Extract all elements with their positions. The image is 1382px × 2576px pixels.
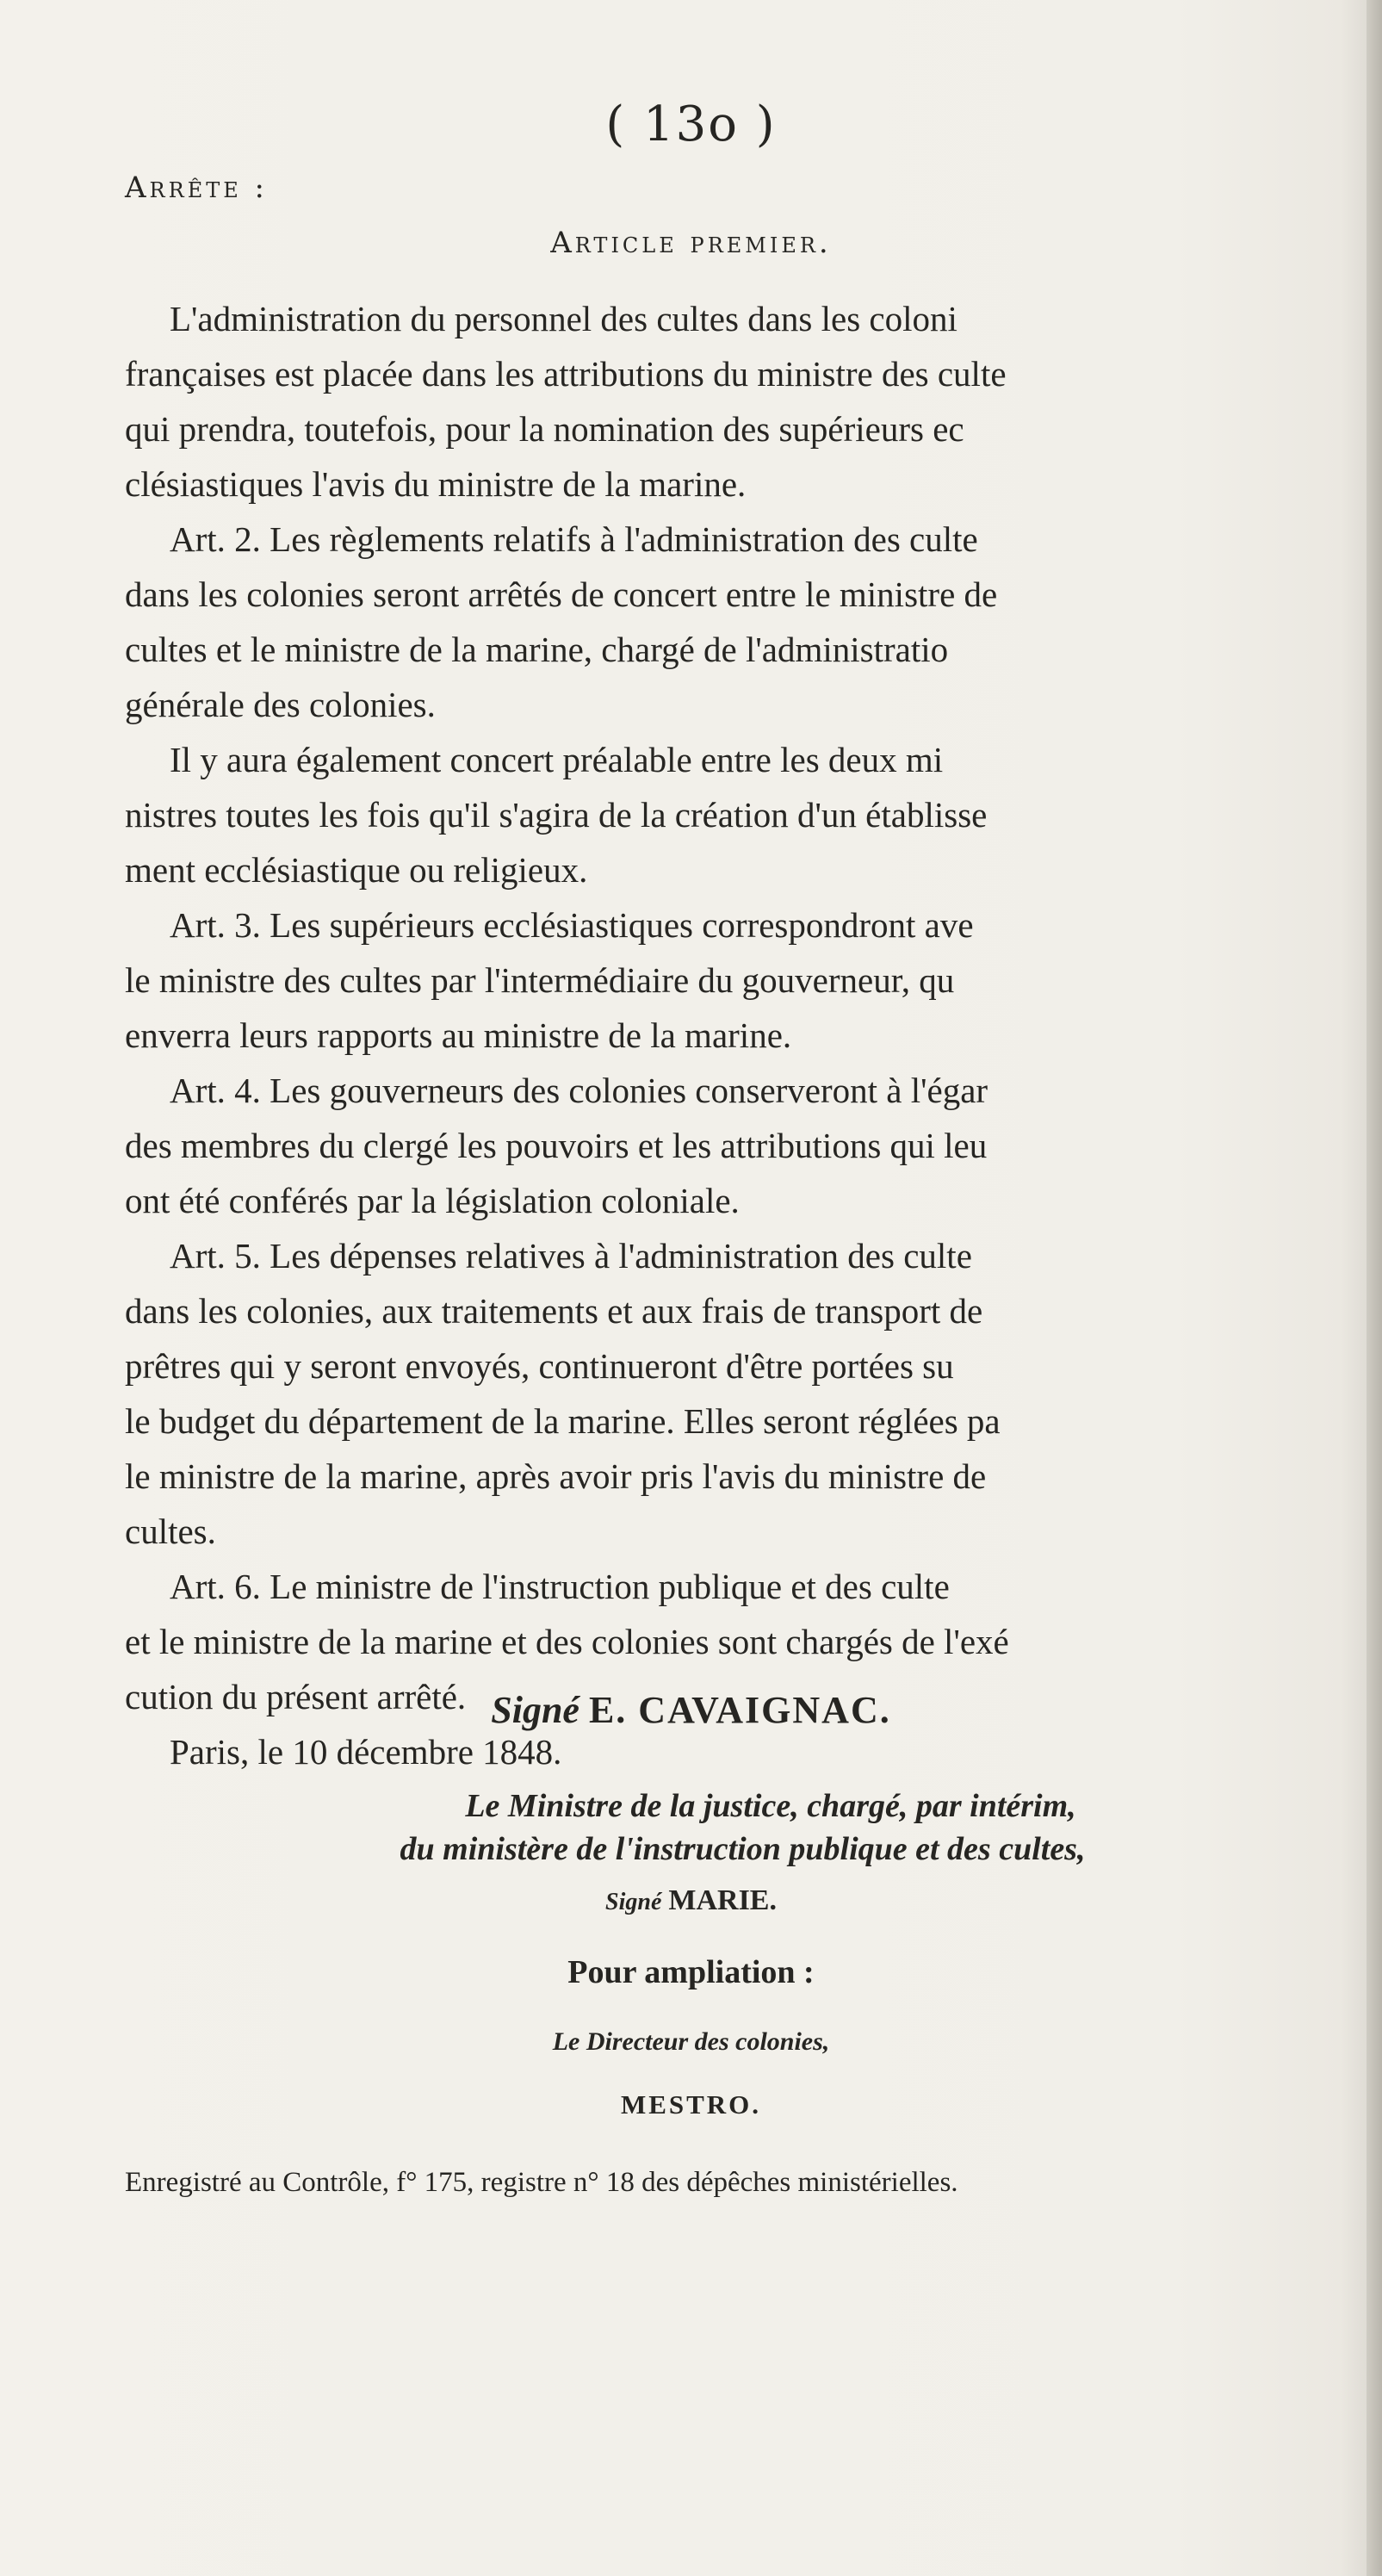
body-line: qui prendra, toutefois, pour la nomination des supérieurs ec [125,409,964,449]
head-of-state-signature [0,1688,1382,1732]
body-line: et le ministre de la marine et des colonies sont chargés de l'exé [125,1622,1009,1661]
minister-title-line: du ministère de l'instruction publique et des cultes, [400,1831,1086,1867]
body-line: Art. 4. Les gouverneurs des colonies conserveront à l'égar [170,1071,988,1110]
body-line: nistres toutes les fois qu'il s'agira de la création d'un établisse [125,795,988,835]
registration-note: Enregistré au Contrôle, f° 175, registre n° 18 des dépêches ministérielles. [125,2167,958,2198]
article-heading: Article premier. [550,226,832,260]
body-line: Art. 5. Les dépenses relatives à l'administration des culte [170,1236,972,1276]
body-line: françaises est placée dans les attributions du ministre des culte [125,354,1007,394]
body-line: dans les colonies, aux traitements et aux frais de transport de [125,1291,983,1331]
body-line: ment ecclésiastique ou religieux. [125,850,588,890]
body-line: Il y aura également concert préalable entre les deux mi [170,740,944,779]
body-line: des membres du clergé les pouvoirs et les attributions qui leu [125,1126,988,1165]
body-line: le ministre des cultes par l'intermédiaire du gouverneur, qu [125,960,955,1000]
signed-label: Signé [605,1889,662,1915]
ampliation-label: Pour ampliation : [567,1954,815,1990]
director-title: Le Directeur des colonies, [552,2027,830,2056]
decree-heading: Arrête : [125,171,269,205]
body-line: prêtres qui y seront envoyés, continueront d'être portées su [125,1346,954,1386]
decree-body [125,291,1382,1779]
date-line: Paris, le 10 décembre 1848. [170,1732,562,1772]
body-line: le ministre de la marine, après avoir pris l'avis du ministre de [125,1456,987,1496]
body-line: Art. 2. Les règlements relatifs à l'administration des culte [170,519,978,559]
page-number: ( 13o ) [605,96,777,152]
body-line: clésiastiques l'avis du ministre de la marine. [125,464,747,504]
body-line: enverra leurs rapports au ministre de la marine. [125,1015,792,1055]
body-line: dans les colonies seront arrêtés de concert entre le ministre de [125,574,998,614]
body-line: cultes. [125,1511,216,1551]
body-line: le budget du département de la marine. Elles seront réglées pa [125,1401,1001,1441]
minister-title-line: Le Ministre de la justice, chargé, par intérim, [465,1788,1076,1824]
body-line: L'administration du personnel des cultes dans les coloni [170,299,957,338]
body-line: cultes et le ministre de la marine, chargé de l'administratio [125,630,949,669]
minister-name: MARIE. [668,1884,777,1916]
signed-label: Signé [491,1689,579,1731]
minister-signature [0,1884,1382,1917]
director-name: MESTRO. [620,2089,762,2120]
body-line: cution du présent arrêté. [125,1677,467,1716]
signatory-name: E. CAVAIGNAC. [588,1689,891,1731]
minister-title [0,1785,1382,1871]
body-line: Art. 6. Le ministre de l'instruction publique et des culte [170,1567,950,1606]
body-line: ont été conférés par la législation coloniale. [125,1181,740,1220]
body-line: Art. 3. Les supérieurs ecclésiastiques correspondront ave [170,905,974,945]
body-line: générale des colonies. [125,685,436,724]
